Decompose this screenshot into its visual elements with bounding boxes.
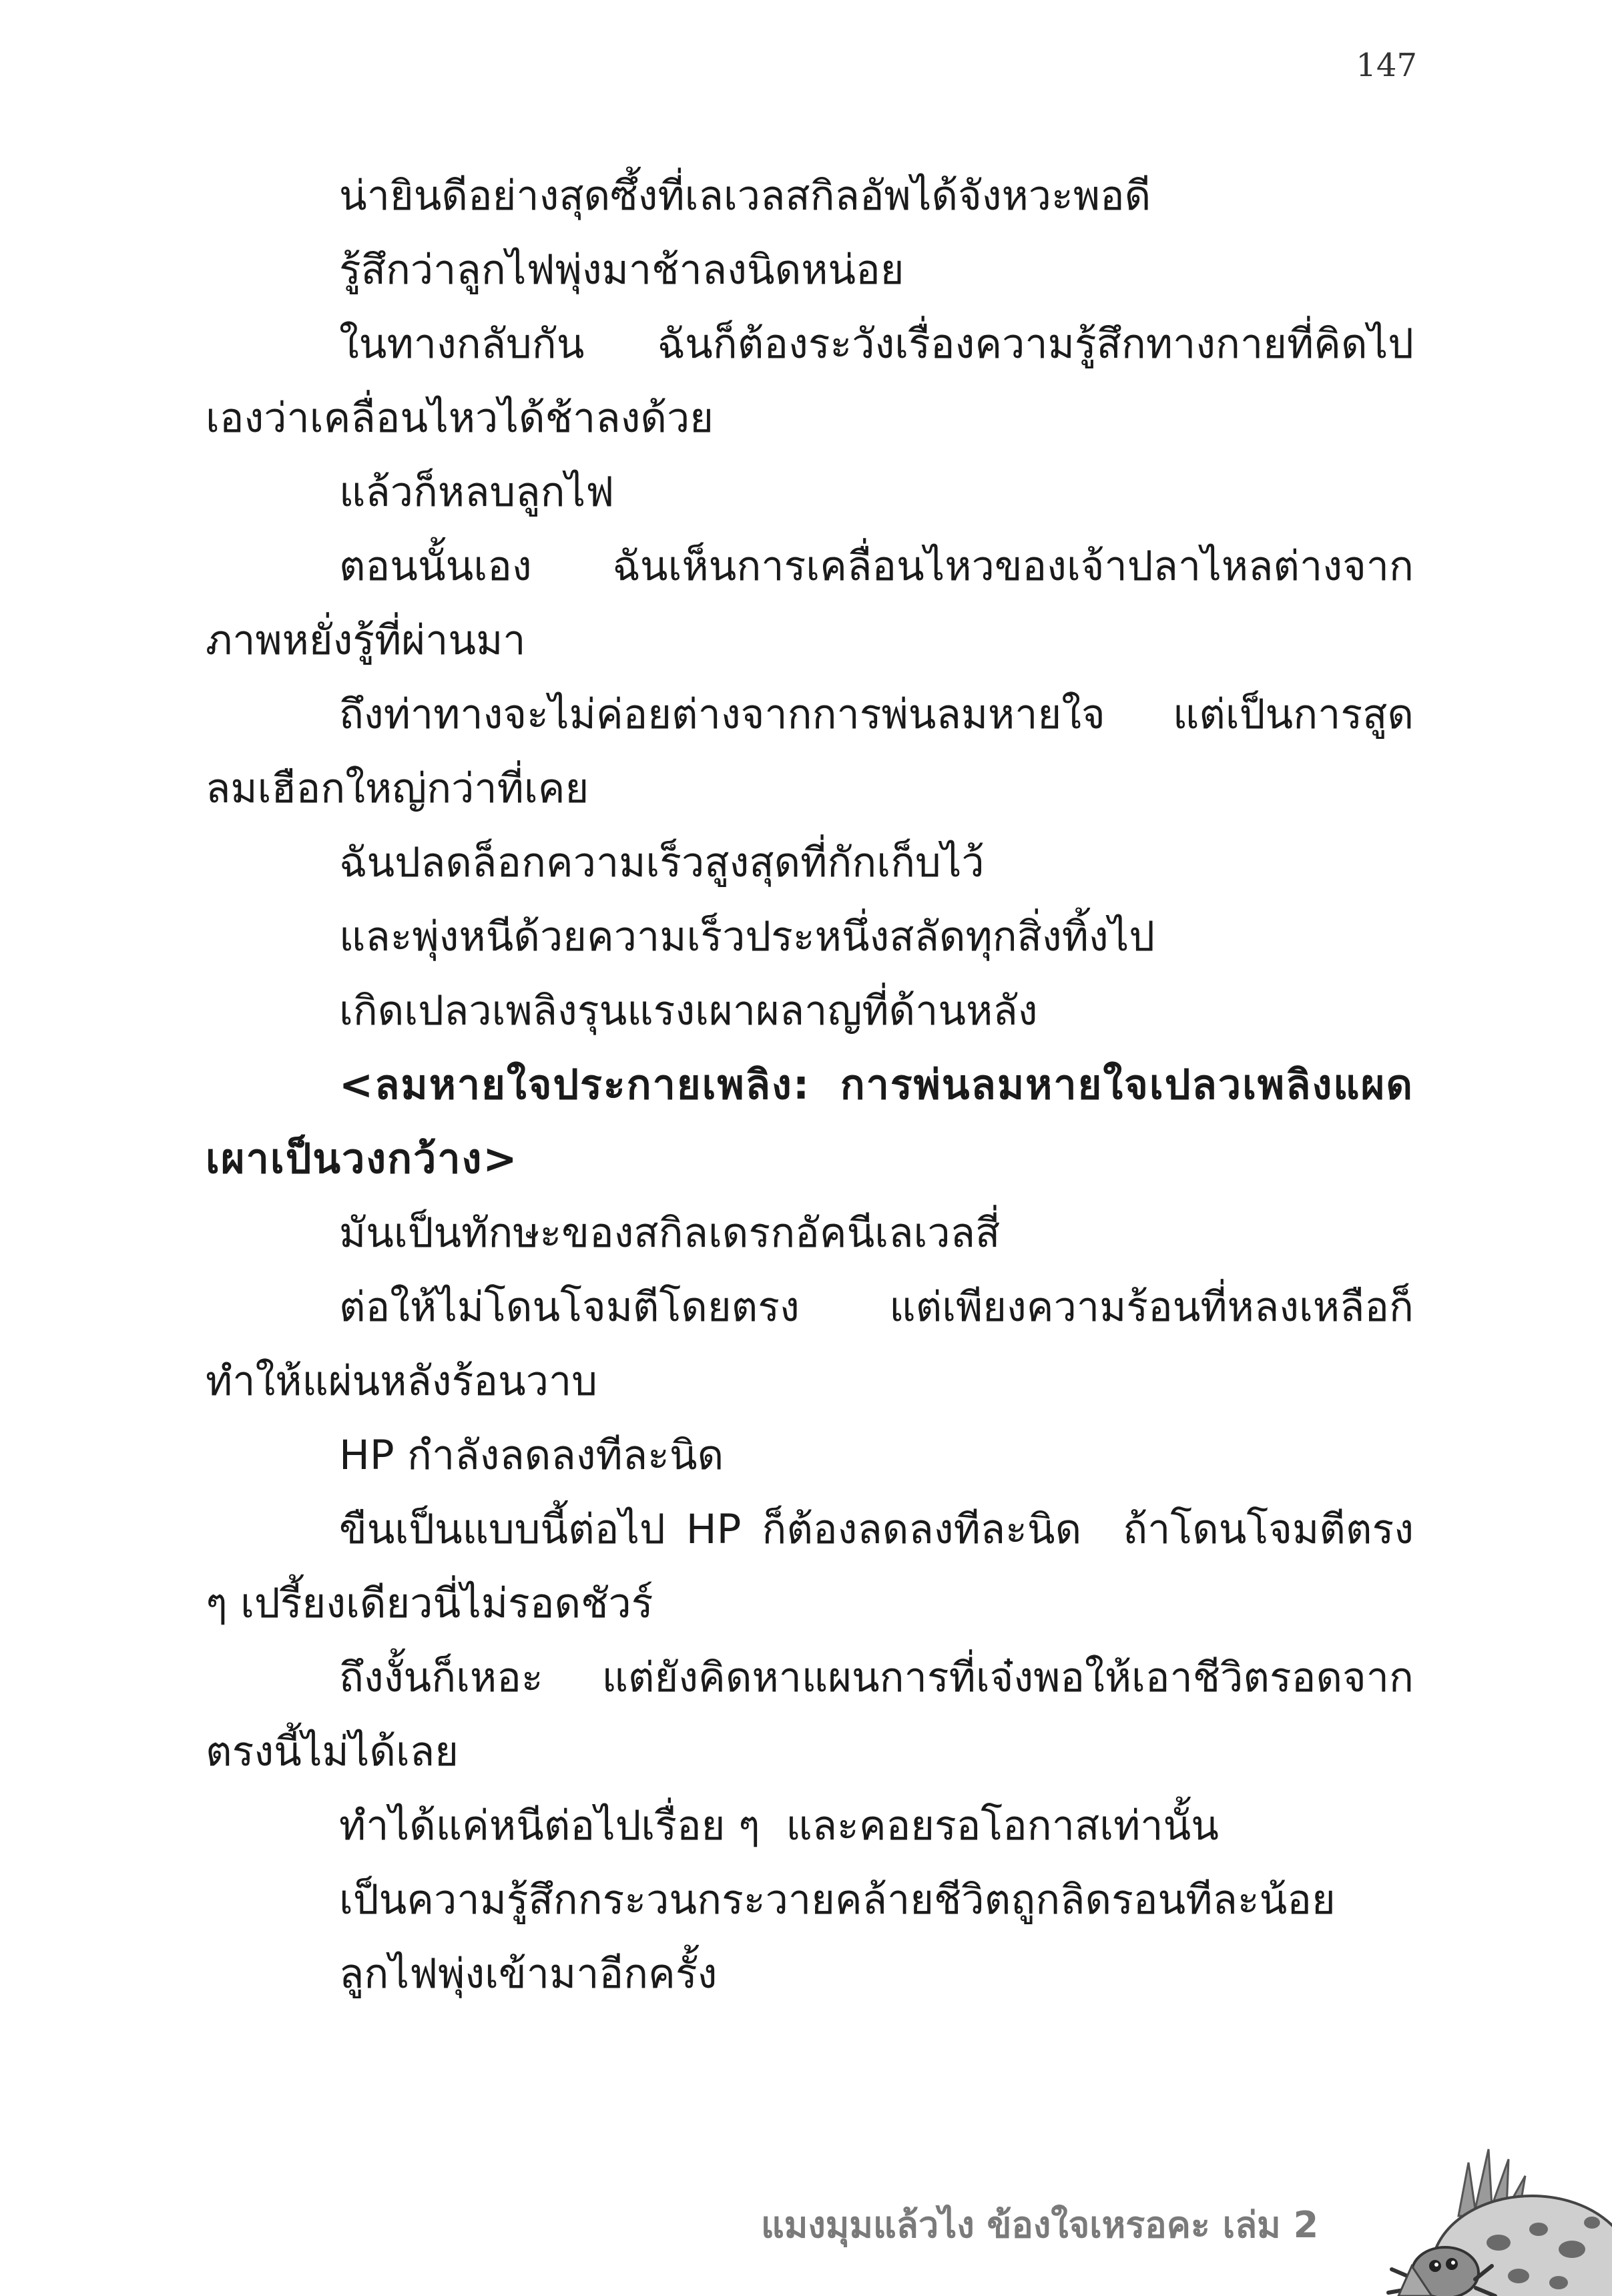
paragraph: ถึงงั้นก็เหอะ แต่ยังคิดหาแผนการที่เจ๋งพอให้เอาชีวิตรอดจากตรงนี้ไม่ได้เลย <box>206 1654 1414 1775</box>
spider-mascot-icon <box>1358 2136 1612 2296</box>
paragraph: ตอนนั้นเอง ฉันเห็นการเคลื่อนไหวของเจ้าปลาไหลต่างจากภาพหยั่งรู้ที่ผ่านมา <box>206 543 1414 664</box>
paragraph: HP กำลังลดลงทีละนิด <box>339 1432 724 1479</box>
paragraph: รู้สึกว่าลูกไฟพุ่งมาช้าลงนิดหน่อย <box>339 246 904 294</box>
paragraph: มันเป็นทักษะของสกิลเดรกอัคนีเลเวลสี่ <box>339 1209 1001 1257</box>
paragraph: ถึงท่าทางจะไม่ค่อยต่างจากการพ่นลมหายใจ แต่เป็นการสูดลมเฮือกใหญ่กว่าที่เคย <box>206 691 1414 812</box>
paragraph: ทำได้แค่หนีต่อไปเรื่อย ๆ และคอยรอโอกาสเท่านั้น <box>339 1802 1219 1849</box>
paragraph: ขืนเป็นแบบนี้ต่อไป HP ก็ต้องลดลงทีละนิด ถ้าโดนโจมตีตรง ๆ เปรี้ยงเดียวนี่ไม่รอดชัวร์ <box>206 1506 1427 1627</box>
footer-book-title: แมงมุมแล้วไง ข้องใจเหรอคะ เล่ม 2 <box>761 2204 1319 2246</box>
skill-name: <ลมหายใจประกายเพลิง: การพ่นลมหายใจเปลวเพลิงแผดเผาเป็นวงกว้าง> <box>206 1061 1414 1183</box>
paragraph: น่ายินดีอย่างสุดซึ้งที่เลเวลสกิลอัพได้จังหวะพอดี <box>339 172 1151 220</box>
paragraph: เป็นความรู้สึกกระวนกระวายคล้ายชีวิตถูกลิดรอนทีละน้อย <box>339 1876 1336 1924</box>
paragraph: ในทางกลับกัน ฉันก็ต้องระวังเรื่องความรู้สึกทางกายที่คิดไปเองว่าเคลื่อนไหวได้ช้าลงด้วย <box>206 320 1414 442</box>
paragraph: เกิดเปลวเพลิงรุนแรงเผาผลาญที่ด้านหลัง <box>339 987 1038 1035</box>
paragraph: ลูกไฟพุ่งเข้ามาอีกครั้ง <box>339 1950 718 1998</box>
page-number: 147 <box>1356 47 1417 84</box>
body-text <box>206 159 1427 2011</box>
paragraph: และพุ่งหนีด้วยความเร็วประหนึ่งสลัดทุกสิ่งทิ้งไป <box>339 913 1155 960</box>
paragraph: ต่อให้ไม่โดนโจมตีโดยตรง แต่เพียงความร้อนที่หลงเหลือก็ทำให้แผ่นหลังร้อนวาบ <box>206 1283 1414 1405</box>
paragraph: แล้วก็หลบลูกไฟ <box>339 469 615 516</box>
paragraph: ฉันปลดล็อกความเร็วสูงสุดที่กักเก็บไว้ <box>339 839 985 886</box>
